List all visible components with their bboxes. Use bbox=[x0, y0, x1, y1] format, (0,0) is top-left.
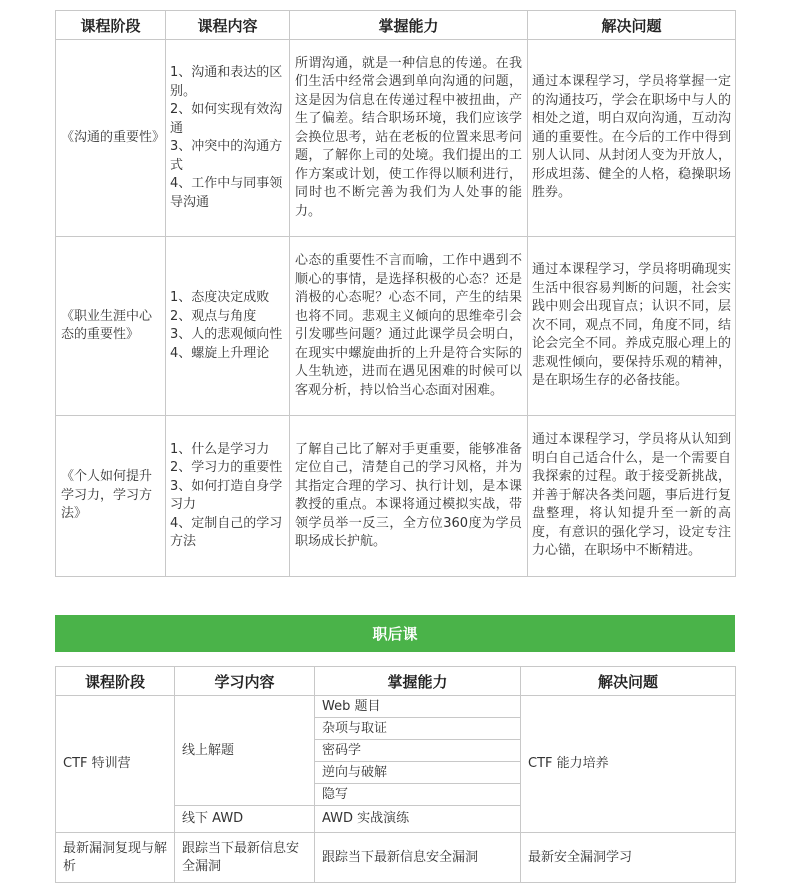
skill-item: 密码学 bbox=[315, 740, 521, 762]
stage-cell: 《沟通的重要性》 bbox=[56, 40, 166, 237]
ctf-problem-cell: CTF 能力培养 bbox=[521, 696, 736, 833]
skill-item: 隐写 bbox=[315, 784, 521, 806]
problem-cell: 通过本课程学习，学员将明确现实生活中很容易判断的问题，社会实践中则会出现盲点；认识不同，层次不同，观点不同，角度不同，结论会完全不同。养成克服心理上的悲观性倾向，要保持乐观的精神，是在职场生存的必备技能。 bbox=[528, 237, 736, 416]
content-item: 3、冲突中的沟通方式 bbox=[170, 139, 283, 173]
content-cell bbox=[166, 237, 290, 416]
content-cell bbox=[166, 40, 290, 237]
content-item: 4、工作中与同事领导沟通 bbox=[170, 176, 283, 210]
vuln-problem-cell: 最新安全漏洞学习 bbox=[521, 833, 736, 883]
ctf-stage-cell: CTF 特训营 bbox=[56, 696, 175, 833]
vuln-stage-cell: 最新漏洞复现与解析 bbox=[56, 833, 175, 883]
skill-item: AWD 实战演练 bbox=[315, 806, 521, 833]
content-item: 4、定制自己的学习方法 bbox=[170, 515, 283, 549]
header-stage: 课程阶段 bbox=[56, 667, 175, 696]
header-ability: 掌握能力 bbox=[315, 667, 521, 696]
ability-cell: 心态的重要性不言而喻，工作中遇到不顺心的事情，是选择积极的心态？还是消极的心态呢？心态不同，产生的结果也将不同。悲观主义倾向的思维牵引会引发哪些问题？通过此课学员会明白，在现实中螺旋曲折的上升是符合实际的人生轨迹，进而在遇见困难的时候可以客观分析，持以恰当心态面对困难。 bbox=[290, 237, 528, 416]
header-stage: 课程阶段 bbox=[56, 11, 166, 40]
header-ability: 掌握能力 bbox=[290, 11, 528, 40]
vuln-content-cell: 跟踪当下最新信息安全漏洞 bbox=[175, 833, 315, 883]
post-course-table bbox=[55, 666, 736, 883]
content-item: 2、学习力的重要性 bbox=[170, 460, 283, 475]
content-cell bbox=[166, 416, 290, 577]
content-item: 2、观点与角度 bbox=[170, 308, 257, 324]
skill-item: 逆向与破解 bbox=[315, 762, 521, 784]
header-content: 学习内容 bbox=[175, 667, 315, 696]
table-row bbox=[56, 696, 736, 718]
section-title-bar: 职后课 bbox=[55, 615, 735, 652]
header-problem: 解决问题 bbox=[528, 11, 736, 40]
online-cell: 线上解题 bbox=[175, 696, 315, 806]
table-row bbox=[56, 40, 736, 237]
ability-cell: 所谓沟通，就是一种信息的传递。在我们生活中经常会遇到单向沟通的问题，这是因为信息在传递过程中被扭曲，产生了偏差。结合职场环境，我们应该学会换位思考，站在老板的位置来思考问题，了解你上司的处境。我们提出的工作方案或计划，使工作得以顺利进行，同时也不断完善为我们为人处事的能力。 bbox=[290, 40, 528, 237]
skill-item: Web 题目 bbox=[315, 696, 521, 718]
table-row bbox=[56, 416, 736, 577]
offline-cell: 线下 AWD bbox=[175, 806, 315, 833]
table-row bbox=[56, 833, 736, 883]
content-item: 1、沟通和表达的区别。 bbox=[170, 65, 283, 99]
content-item: 3、如何打造自身学习力 bbox=[170, 478, 283, 512]
stage-cell: 《个人如何提升学习力，学习方法》 bbox=[56, 416, 166, 577]
problem-cell: 通过本课程学习，学员将掌握一定的沟通技巧，学会在职场中与人的相处之道，明白双向沟通，互动沟通的重要性。在今后的工作中得到别人认同、从封闭人变为开放人， 形成坦荡、健全的人格，稳操职场胜券。 bbox=[528, 40, 736, 237]
header-problem: 解决问题 bbox=[521, 667, 736, 696]
table-header-row bbox=[56, 11, 736, 40]
table-row bbox=[56, 237, 736, 416]
problem-cell: 通过本课程学习，学员将从认知到明白自己适合什么，是一个需要自我探索的过程。敢于接受新挑战，并善于解决各类问题，事后进行复盘整理，将认知提升至一新的高度，有意识的强化学习，设定专注力心锚，在职场中不断精进。 bbox=[528, 416, 736, 577]
content-item: 1、态度决定成败 bbox=[170, 290, 270, 305]
content-item: 4、螺旋上升理论 bbox=[170, 345, 270, 361]
stage-cell: 《职业生涯中心态的重要性》 bbox=[56, 237, 166, 416]
header-content: 课程内容 bbox=[166, 11, 290, 40]
skill-item: 杂项与取证 bbox=[315, 718, 521, 740]
course-table bbox=[55, 10, 736, 577]
ability-cell: 了解自己比了解对手更重要，能够准备定位自己，清楚自己的学习风格，并为其指定合理的学习、执行计划，是本课教授的重点。本课将通过模拟实战，带领学员举一反三，全方位360度为学员职场成长护航。 bbox=[290, 416, 528, 577]
content-item: 1、什么是学习力 bbox=[170, 441, 270, 457]
content-item: 2、如何实现有效沟通 bbox=[170, 102, 283, 136]
content-item: 3、人的悲观倾向性 bbox=[170, 327, 283, 342]
table-header-row bbox=[56, 667, 736, 696]
vuln-ability-cell: 跟踪当下最新信息安全漏洞 bbox=[315, 833, 521, 883]
